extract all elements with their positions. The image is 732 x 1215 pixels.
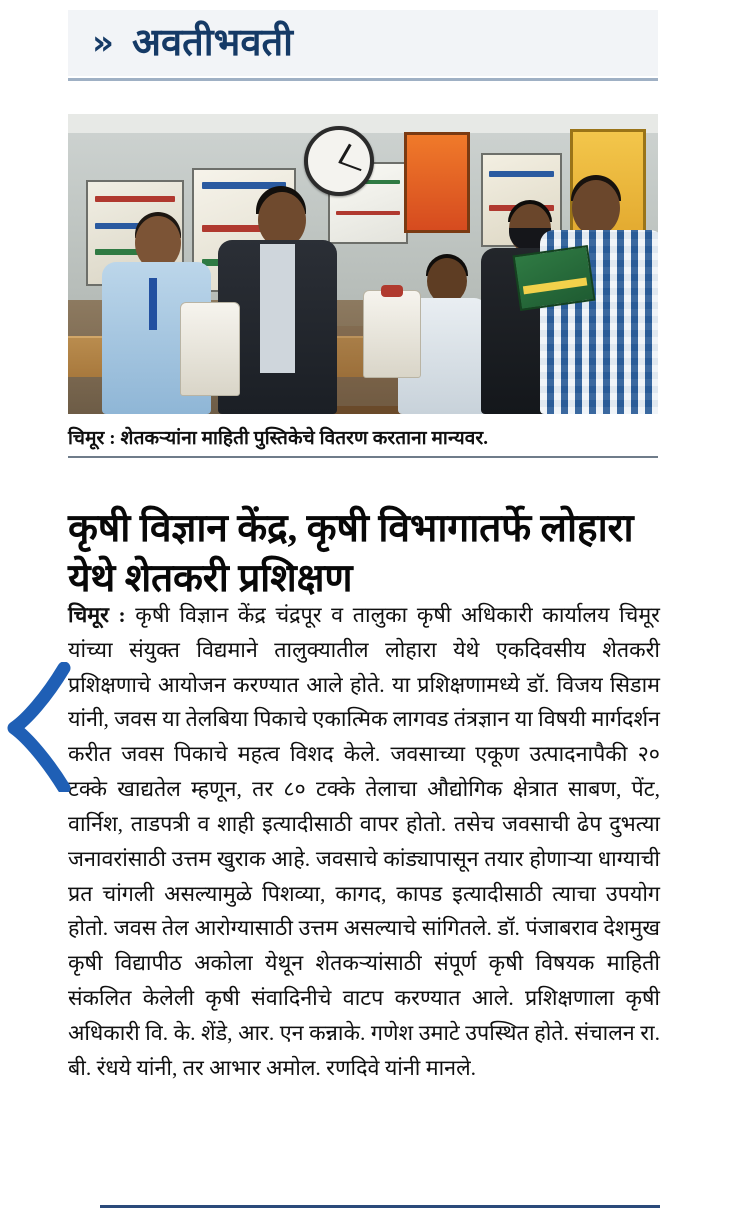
photo-scene [68, 114, 658, 414]
double-chevron-right-icon: » [92, 23, 110, 63]
bottom-divider [100, 1205, 660, 1208]
article-body [68, 598, 660, 1086]
photo-seed-sack [363, 290, 421, 378]
wall-clock-icon [304, 126, 374, 196]
section-title: अवतीभवती [131, 22, 293, 64]
header-underline [68, 78, 658, 81]
article-dateline: चिमूर : [68, 603, 126, 627]
article-body-text: कृषी विज्ञान केंद्र चंद्रपूर व तालुका कृषी अधिकारी कार्यालय चिमूर यांच्या संयुक्त विद्यमाने तालुक्यातील लोहारा येथे एकदिवसीय शेतकरी प्रशिक्षणाचे आयोजन करण्यात आले होते. या प्रशिक्षणामध्ये डॉ. विजय सिडाम यांनी, जवस या तेलबिया पिकाचे एकात्मिक लागवड तंत्रज्ञान या विषयी मार्गदर्शन करीत जवस पिकाचे महत्व विशद केले. जवसाच्या एकूण उत्पादनापैकी २० टक्के खाद्यतेल म्हणून, तर ८० टक्के तेलाचा औद्योगिक क्षेत्रात साबण, पेंट, वार्निश, ताडपत्री व शाही इत्यादीसाठी वापर होतो. तसेच जवसाची ढेप दुभत्या जनावरांसाठी उत्तम खुराक आहे. जवसाचे कांड्यापासून तयार होणाऱ्या धाग्याची प्रत चांगली असल्यामुळे पिशव्या, कागद, कापड इत्यादीसाठी त्याचा उपयोग होतो. जवस तेल आरोग्यासाठी उत्तम असल्याचे सांगितले. डॉ. पंजाबराव देशमुख कृषी विद्यापीठ अकोला येथून शेतकऱ्यांसाठी संपूर्ण कृषी विषयक माहिती संकलित केलेली कृषी संवादिनीचे वाटप करण्यात आले. प्रशिक्षणाला कृषी अधिकारी वि. के. शेंडे, आर. एन कन्नाके. गणेश उमाटे उपस्थित होते. संचालन रा. बी. रंधये यांनी, तर आभार अमोल. रणदिवे यांनी मानले. [68, 603, 660, 1080]
photo-seed-sack [180, 302, 240, 396]
blue-left-arrow-marker [6, 662, 72, 792]
news-photo [68, 114, 658, 414]
section-header [68, 10, 658, 76]
photo-booklet [513, 245, 596, 311]
caption-divider [68, 456, 658, 458]
article-headline: कृषी विज्ञान केंद्र, कृषी विभागातर्फे लोहारा येथे शेतकरी प्रशिक्षण [68, 507, 634, 601]
photo-frame [404, 132, 470, 233]
photo-caption: चिमूर : शेतकऱ्यांना माहिती पुस्तिकेचे वितरण करताना मान्यवर. [68, 428, 489, 449]
